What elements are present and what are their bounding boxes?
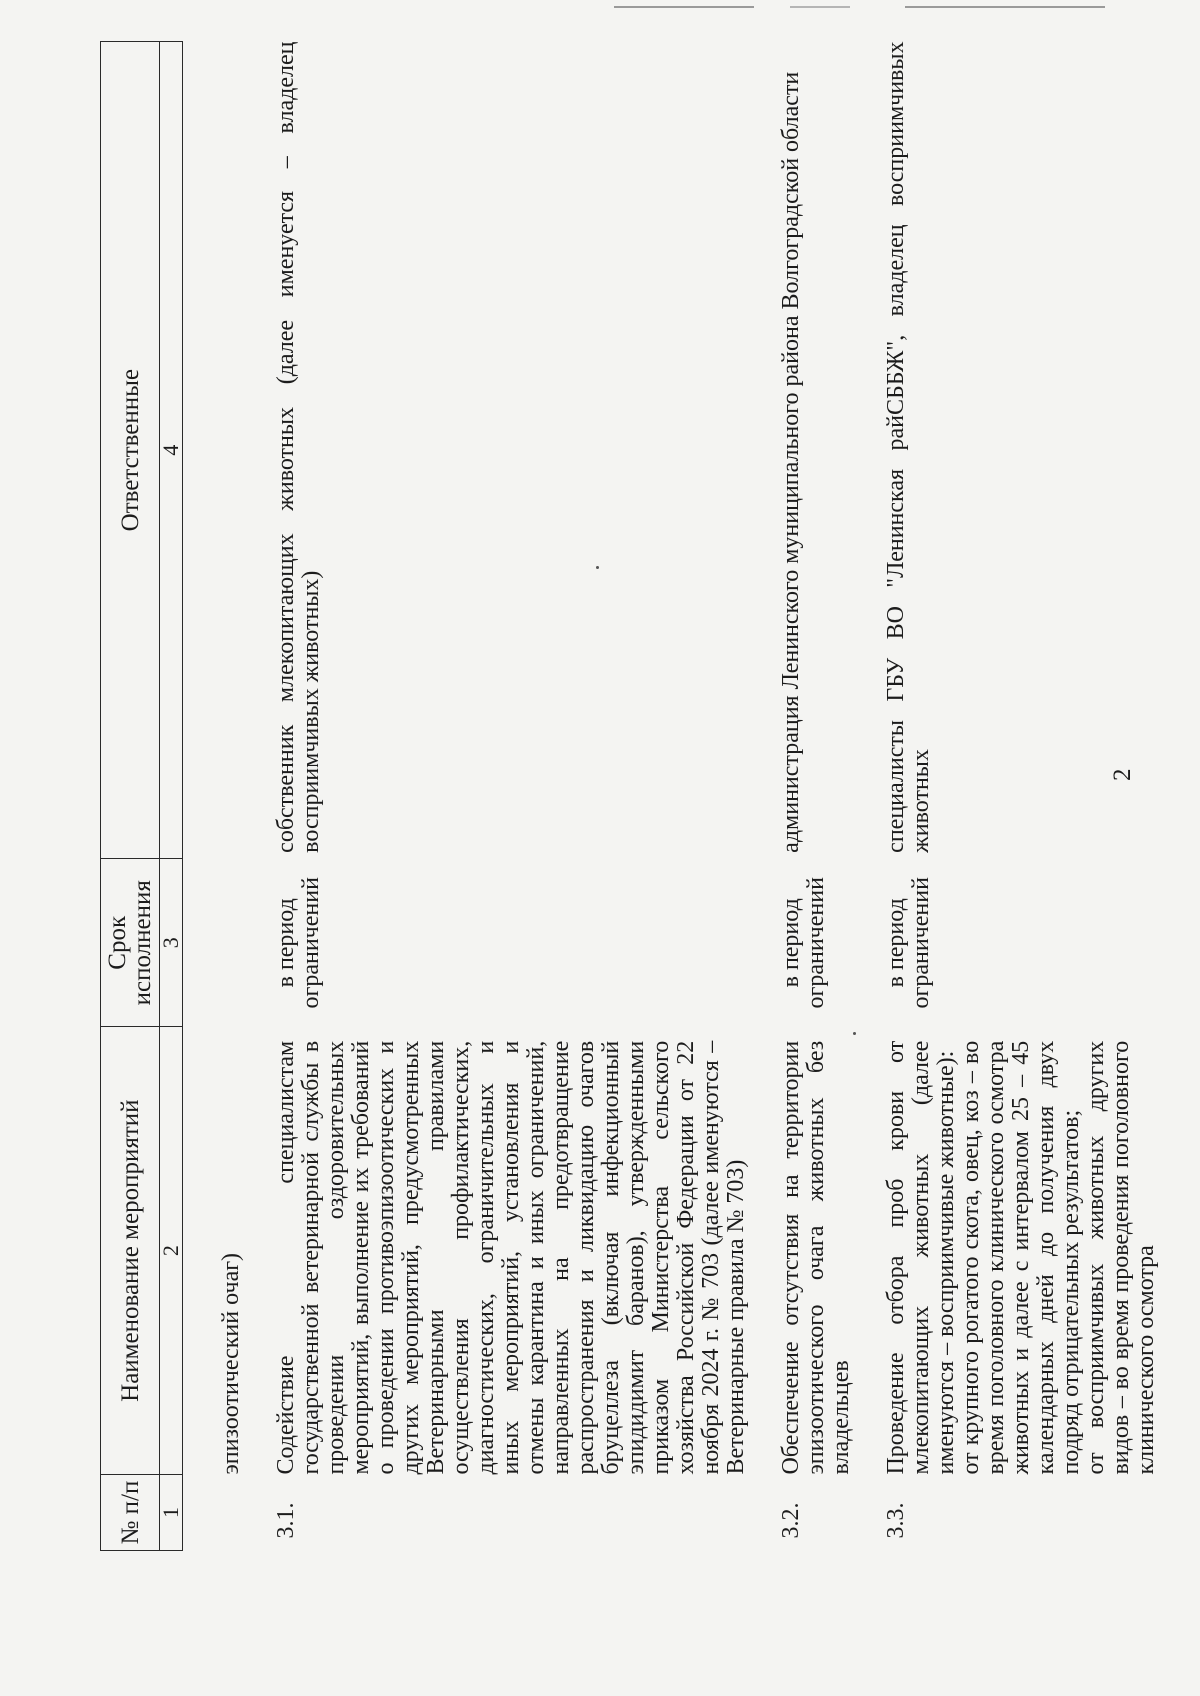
row-number: 3.3. xyxy=(883,1502,909,1539)
scan-artifact-line xyxy=(614,6,754,8)
deadline-text: в период ограничений xyxy=(273,877,324,1009)
column-header-responsible: Ответственные xyxy=(101,42,160,859)
measure-text: Содействие специалистам государственной ветеринарной службы в проведении оздоровительных мероприятий, выполнение их требований о проведении противоэпизоотических и других мероприятий, предусмотренных Ветеринарными правилами осуществления профилактических, диагностических, ограничительных и иных мероприятий, установления и отмены карантина и иных ограничений, направленных на предотвращение распространения и ликвидацию очагов бруцеллеза (включая инфекционный эпидидимит баранов), утвержденными приказом Министерства сельского хозяйства Российской Федерации от 22 ноября 2024 г. № 703 (далее именуются – Ветеринарные правила № 703) xyxy=(273,1040,749,1475)
table-row xyxy=(264,42,779,1551)
column-number: 2 xyxy=(160,1027,183,1475)
row-number: 3.1. xyxy=(273,1502,299,1539)
scan-artifact-line xyxy=(790,6,850,8)
page-number: 2 xyxy=(1109,768,1136,781)
measure-text-line: от восприимчивых животных других видов – во время проведения поголовного клинического осмотра xyxy=(1083,1040,1159,1475)
scan-artifact-line xyxy=(905,6,1105,8)
responsible-text: администрация Ленинского муниципального района Волгоградской области xyxy=(778,71,804,853)
measure-text xyxy=(884,1027,1159,1475)
column-number: 3 xyxy=(160,859,183,1027)
measure-text-line: от крупного рогатого скота, овец, коз – во время поголовного клинического осмотра животных и далее с интервалом 25 – 45 календарных дней до получения двух подряд отрицательных результатов; xyxy=(958,1040,1084,1475)
measure-text-line: Проведение отбора проб крови от млекопитающих животных (далее именуются – восприимчивые животные): xyxy=(883,1040,959,1475)
deadline-text: в период ограничений xyxy=(883,877,934,1009)
table-header-row xyxy=(101,42,160,1551)
responsible-text: собственник млекопитающих животных (далее именуется – владелец восприимчивых животных) xyxy=(273,41,324,853)
rotated-landscape-page xyxy=(100,41,1200,1551)
column-number: 4 xyxy=(160,42,183,859)
column-number-row xyxy=(160,42,183,1551)
table-row xyxy=(884,42,1159,1551)
deadline-text: в период ограничений xyxy=(778,877,829,1009)
column-header-number: № п/п xyxy=(101,1475,160,1551)
table-row-continuation xyxy=(183,42,265,1551)
responsible-text: специалисты ГБУ ВО "Ленинская райСББЖ", владелец восприимчивых животных xyxy=(883,41,934,853)
column-number: 1 xyxy=(160,1475,183,1551)
column-header-deadline: Срок исполнения xyxy=(101,859,160,1027)
row-number: 3.2. xyxy=(778,1502,804,1539)
measure-text: Обеспечение отсутствия на территории эпизоотического очага животных без владельцев xyxy=(778,1040,854,1475)
continuation-text: эпизоотический очаг) xyxy=(218,1252,244,1475)
column-header-measure: Наименование мероприятий xyxy=(101,1027,160,1475)
table-row xyxy=(779,42,884,1551)
measures-table xyxy=(100,41,1159,1551)
